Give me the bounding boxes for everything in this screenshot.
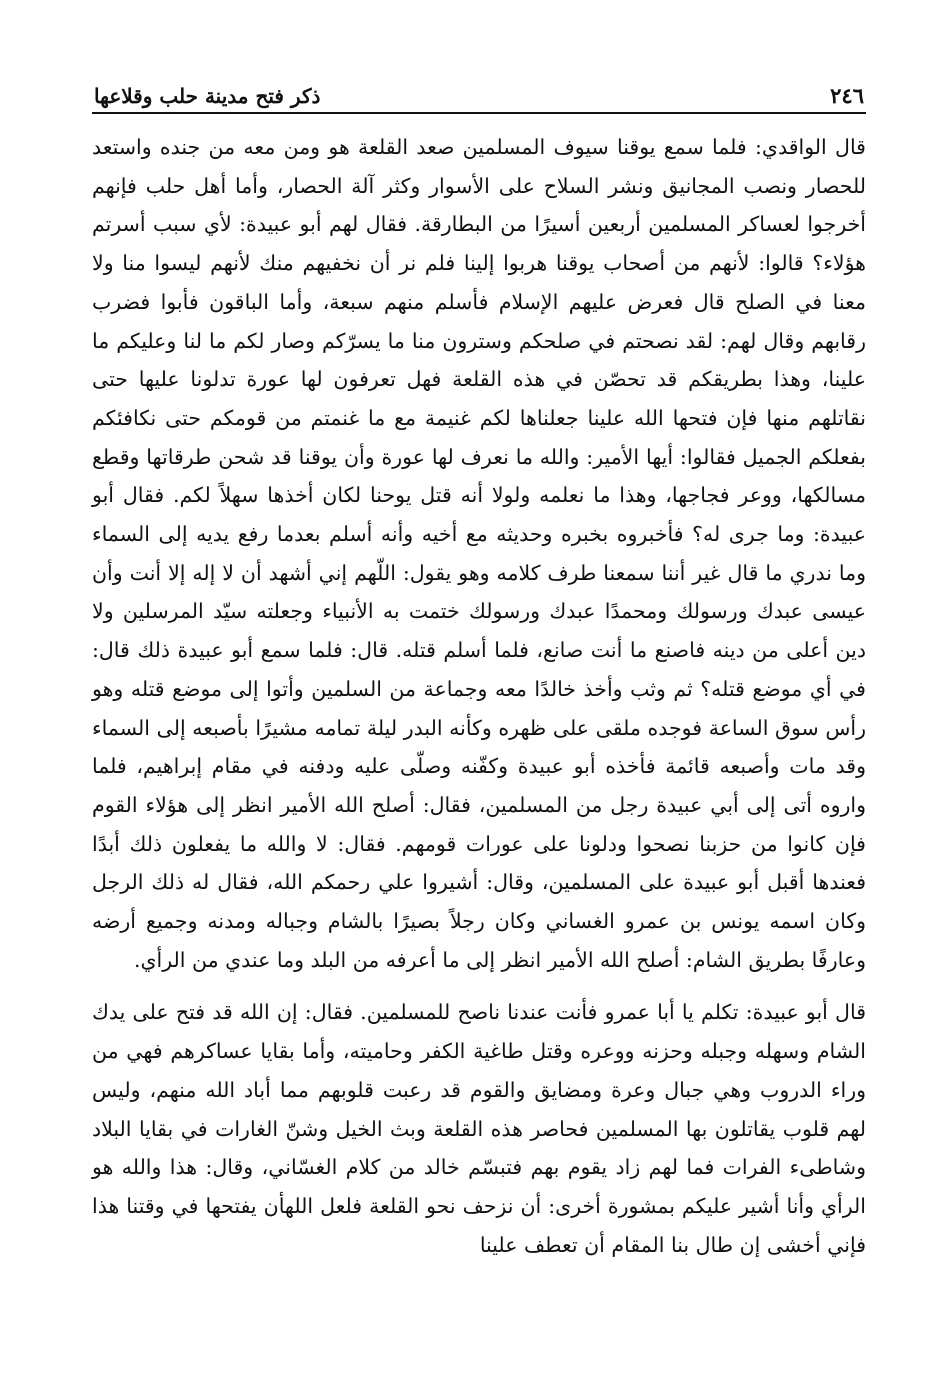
book-page	[92, 80, 866, 1370]
body-text	[92, 128, 866, 1264]
paragraph-1: قال الواقدي: فلما سمع يوقنا سيوف المسلمين صعد القلعة هو ومن معه من جنده واستعد للحصار ونصب المجانيق ونشر السلاح على الأسوار وكثر آلة الحصار، وأما أهل حلب فإنهم أخرجوا لعساكر المسلمين أربعين أسيرًا من البطارقة. فقال لهم أبو عبيدة: لأي سبب أسرتم هؤلاء؟ قالوا: لأنهم من أصحاب يوقنا هربوا إلينا فلم نر أن نخفيهم منك لأنهم ليسوا منا ولا معنا في الصلح قال فعرض عليهم الإسلام فأسلم منهم سبعة، وأما الباقون فأبوا فضرب رقابهم وقال لهم: لقد نصحتم في صلحكم وسترون منا ما يسرّكم وصار لكم ما لنا وعليكم ما علينا، وهذا بطريقكم قد تحصّن في هذه القلعة فهل تعرفون لها عورة تدلونا عليها حتى نقاتلهم منها فإن فتحها الله علينا جعلناها لكم غنيمة مع ما غنمتم من قومكم حتى نكافئكم بفعلكم الجميل فقالوا: أيها الأمير: والله ما نعرف لها عورة وأن يوقنا قد شحن طرقاتها وقطع مسالكها، ووعر فجاجها، وهذا ما نعلمه ولولا أنه قتل يوحنا لكان أخذها سهلاً لكم. فقال أبو عبيدة: وما جرى له؟ فأخبروه بخبره وحديثه مع أخيه وأنه أسلم بعدما رفع يديه إلى السماء وما ندري ما قال غير أننا سمعنا طرف كلامه وهو يقول: اللّهم إني أشهد أن لا إله إلا أنت وأن عيسى عبدك ورسولك ومحمدًا عبدك ورسولك ختمت به الأنبياء وجعلته سيّد المرسلين ولا دين أعلى من دينه فاصنع ما أنت صانع، فلما أسلم قتله. قال: فلما سمع أبو عبيدة ذلك قال: في أي موضع قتله؟ ثم وثب وأخذ خالدًا معه وجماعة من السلمين وأتوا إلى موضع قتله وهو رأس سوق الساعة فوجده ملقى على ظهره وكأنه البدر ليلة تمامه مشيرًا بأصبعه إلى السماء وقد مات وأصبعه قائمة فأخذه أبو عبيدة وكفّنه وصلّى عليه ودفنه في مقام إبراهيم، فلما واروه أتى إلى أبي عبيدة رجل من المسلمين، فقال: أصلح الله الأمير انظر إلى هؤلاء القوم فإن كانوا من حزبنا نصحوا ودلونا على عورات قومهم. فقال: لا والله ما يفعلون ذلك أبدًا فعندها أقبل أبو عبيدة على المسلمين، وقال: أشيروا علي رحمكم الله، فقال له ذلك الرجل وكان اسمه يونس بن عمرو الغساني وكان رجلاً بصيرًا بالشام وجباله ومدنه وجميع أرضه وعارفًا بطريق الشام: أصلح الله الأمير انظر إلى ما أعرفه من البلد وما عندي من الرأي.	[92, 135, 866, 972]
chapter-title: ذكر فتح مدينة حلب وقلاعها	[94, 84, 321, 108]
page-number: ٢٤٦	[830, 83, 864, 108]
paragraph-2: قال أبو عبيدة: تكلم يا أبا عمرو فأنت عندنا ناصح للمسلمين. فقال: إن الله قد فتح على يدك الشام وسهله وجبله وحزنه ووعره وقتل طاغية الكفر وحاميته، وأما بقايا عساكرهم فهي من وراء الدروب وهي جبال وعرة ومضايق والقوم قد رعبت قلوبهم مما أباد الله منهم، وليس لهم قلوب يقاتلون بها المسلمين فحاصر هذه القلعة وبث الخيل وشنّ الغارات في بقايا البلاد وشاطىء الفرات فما لهم زاد يقوم بهم فتبسّم خالد من كلام الغسّاني، وقال: هذا والله هو الرأي وأنا أشير عليكم بمشورة أخرى: أن نزحف نحو القلعة فلعل اللهأن يفتحها في وقتنا هذا فإني أخشى إن طال بنا المقام أن تعطف علينا	[92, 1000, 866, 1257]
running-header	[92, 80, 866, 114]
